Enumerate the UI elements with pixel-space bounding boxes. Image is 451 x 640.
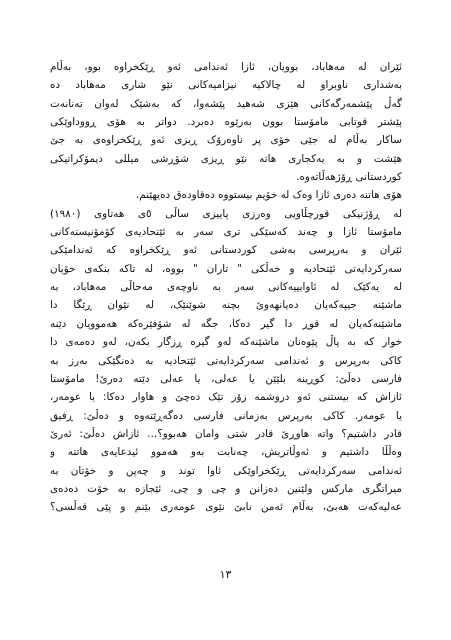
text-line: یا عومەر. کاکی بەرپرس بەزمانی فارسی دەگەڕێتەوە و دەڵێ: ڕفیق (50, 409, 402, 422)
text-line: هۆی هاتنە دەری ئازا وەک لە خۆیم بیستووە دەقاودەق دەیهێنم. (135, 189, 402, 202)
text-line: خوار کە بە پاڵ پێوەنان ماشێنەکە لەو گیرە ڕزگار بکەن، لەو دەمەی دا (50, 336, 402, 349)
text-line: سەرکردایەتی ئێتحادیە و خەڵکی " تاران " بووە، لە تاکە بنکەی خۆیان (50, 262, 402, 275)
text-line: ماشێنە جیپەکەیان دەیانهەوێ بچنە شوێنێک، لە نێوان ڕێگا دا (50, 299, 402, 312)
text-line: مامۆستا ئازا و چەند کەسێکی تری سەر بە ئێتحادیەی کۆمۆنیستەکانی (50, 226, 402, 239)
text-line: ئێران و بەرپرسی بەشی کوردستانی ئەو ڕێکخراوە کە ئەندامێکی (50, 244, 402, 257)
text-line: میراتگری مارکس ولێنین دەزانن و چی و چی، ئێجازە بە خۆت دەدەی (50, 482, 402, 495)
text-line: پێشتر قوتابی مامۆستا بوون بەرێوە دەبرد. دواتر بە هۆی ڕووداوێکی (50, 116, 402, 129)
text-line: لە ڕۆژنیکی قورچڵاویی وەرزی پاییزی ساڵی ٥ی هەتاوی (١٩٨٠) (50, 207, 402, 220)
text-line: وەڵڵا داشتیم و ئەوڵاتریش، چەنابت بەو هەموو ئیدعایەی هاتتە و (50, 446, 402, 459)
page-number: ١٣ (219, 568, 232, 581)
text-line: بەشداری ناوبراو لە چالاکیە نیزامیەکانی نێو شاری مەهاباد دە (50, 79, 402, 92)
text-line: لە یەکێک لە ئاوایییەکانی سەر بە ناوچەی مەحاڵی مەهاباد، بە (50, 281, 402, 294)
text-line: فارسی دەڵێ: کوڕینە بلێێن یا عەلی، یا عەلی دێتە دەرێ! مامۆستا (50, 372, 402, 385)
text-line: ساکار بەڵام لە جێی خۆی پر ناوەرۆک ڕیزی ئەو ڕێکخراوەی بە جێ (50, 134, 402, 147)
text-line: ئێران لە مەهاباد، بوویان، ئازا ئەندامی ئەو ڕێکخراوە بوو، بەڵام (50, 61, 402, 73)
text-line: ماشێنەکەیان لە قوڕ دا گیر دەکا، جگە لە شۆفێرەکە هەموویان دێنە (50, 317, 402, 330)
text-line: قادر داشتیم؟ واتە هاوڕێ قادر شتی وامان هەبوو؟... ئازاش دەڵێ: ئەرێ (50, 427, 402, 440)
text-line: کوردستانی ڕۆژهەڵاتەوە. (296, 171, 402, 184)
document-page (50, 58, 402, 517)
paragraph-2 (50, 186, 402, 516)
text-line: گەڵ پێشمەرگەکانی هێزی شەهید پێشەوا، کە بەشێک لەوان تەنانەت (50, 97, 402, 110)
paragraph-1 (50, 58, 402, 186)
text-line: عەلیەکەت هەبێ، بەڵام ئەمن نابێ نێوی عومەری بێنم و پێی قەڵسی؟ (50, 501, 402, 514)
text-line: ئەندامی سەرکردایەتی ڕێکخراوێکی ئاوا توند و چەپن و خۆتان بە (50, 464, 402, 477)
text-line: هێشت و بە یەکجاری هاتە نێو ڕیزی شۆڕشی میللی دیمۆکراتیکی (50, 152, 402, 165)
text-line: ئازاش کە بیستنی ئەو دروشمە زۆر تێک دەچێ و هاوار دەکا: یا عومەر، (50, 391, 402, 404)
text-line: کاکی بەرپرس و ئەندامی سەرکردایەتی ئێتحادیە بە دەنگێکی بەرز بە (50, 354, 402, 367)
